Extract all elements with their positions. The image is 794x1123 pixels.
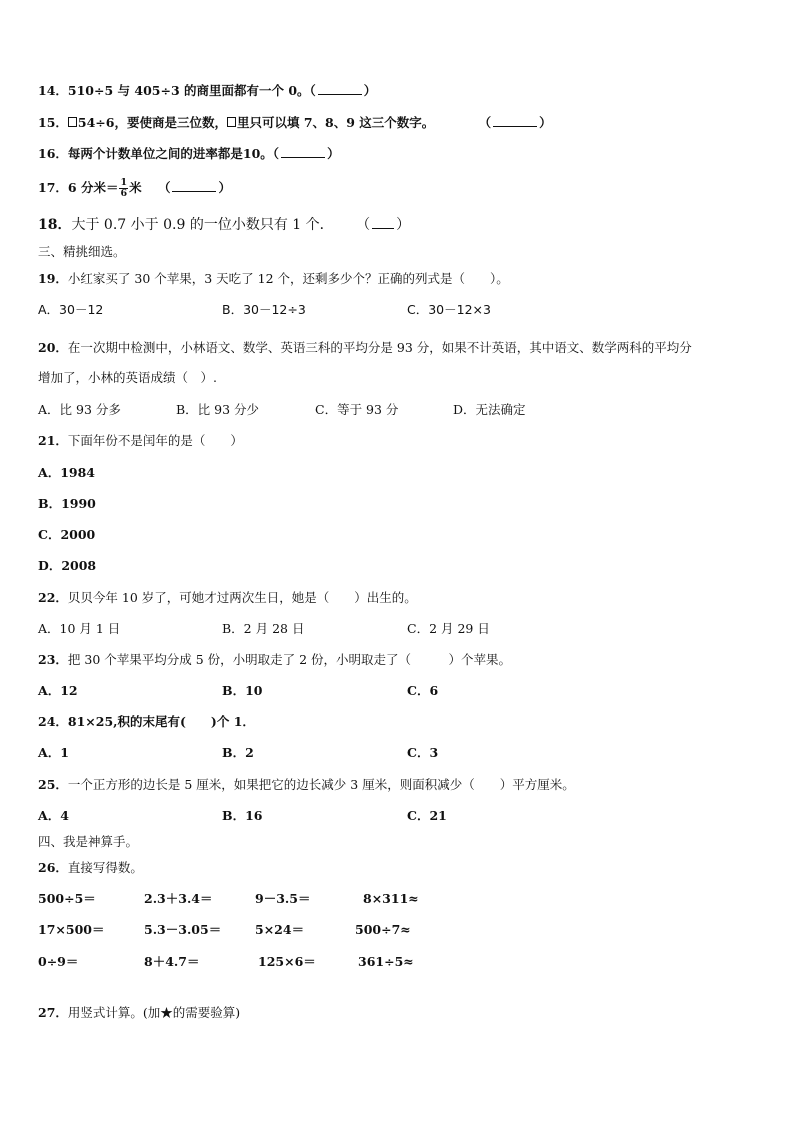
question-17 [38, 178, 231, 199]
square-box-icon [68, 117, 77, 127]
question-22 [38, 589, 417, 607]
question-text: 54÷6，要使商是三位数， [77, 115, 227, 130]
question-20-line-2: 增加了，小林的英语成绩（ ）. [38, 370, 217, 385]
question-number: 18． [38, 217, 72, 233]
question-19 [38, 270, 509, 288]
paren-open: （ [478, 115, 492, 130]
question-number: 17． [38, 180, 68, 195]
calc-item[interactable]: 5×24＝ [255, 922, 305, 937]
calc-item[interactable]: 5.3－3.05＝ [144, 922, 222, 937]
option-a[interactable]: A．4 [38, 808, 69, 823]
question-number: 25． [38, 777, 68, 792]
option-d[interactable]: D．2008 [38, 558, 97, 573]
option-b[interactable]: B．1990 [38, 496, 96, 511]
question-number: 14． [38, 83, 68, 98]
option-d[interactable]: D．无法确定 [453, 402, 526, 417]
option-a[interactable]: A．10 月 1 日 [38, 621, 121, 636]
question-text: 在一次期中检测中，小林语文、数学、英语三科的平均分是 93 分，如果不计英语，其中语文、数学两科的平均分 [67, 340, 692, 355]
question-23 [38, 651, 511, 669]
option-b[interactable]: B．30－12÷3 [222, 302, 306, 317]
calc-item[interactable]: 8＋4.7＝ [144, 954, 200, 969]
question-number: 26． [38, 860, 68, 875]
paren-close: ） [218, 180, 231, 195]
square-box-icon [227, 117, 236, 127]
paren-close: ） [363, 83, 377, 98]
question-text-2: 里只可以填 7、8、9 这三个数字。 [236, 115, 435, 130]
question-24 [38, 713, 255, 731]
question-18 [38, 216, 410, 234]
paren-open: （ [356, 217, 371, 233]
question-14 [38, 82, 376, 100]
answer-blank[interactable] [318, 82, 362, 95]
option-b[interactable]: B．10 [222, 683, 263, 698]
question-number: 16． [38, 146, 68, 161]
question-15 [38, 114, 552, 132]
option-b[interactable]: B．2 月 28 日 [222, 621, 305, 636]
answer-blank[interactable] [172, 179, 216, 192]
question-number: 22． [38, 590, 68, 605]
question-number: 23． [38, 652, 68, 667]
section-heading-3: 三、精挑细选。 [38, 244, 126, 259]
answer-blank[interactable] [281, 145, 325, 158]
question-text: 直接写得数。 [67, 860, 143, 875]
option-a[interactable]: A．30－12 [38, 302, 104, 317]
question-text: 6 分米＝ [67, 180, 119, 195]
question-number: 15． [38, 115, 68, 130]
option-b[interactable]: B．比 93 分少 [176, 402, 260, 417]
question-number: 20． [38, 340, 68, 355]
question-text: 510÷5 与 405÷3 的商里面都有一个 0。（ [67, 83, 316, 98]
calc-item[interactable]: 9－3.5＝ [255, 891, 311, 906]
question-25 [38, 776, 575, 794]
calc-item[interactable]: 2.3＋3.4＝ [144, 891, 213, 906]
question-21 [38, 432, 243, 450]
option-c[interactable]: C．21 [407, 808, 447, 823]
question-text: 一个正方形的边长是 5 厘米，如果把它的边长减少 3 厘米，则面积减少（ ）平方厘米。 [67, 777, 575, 792]
calc-item[interactable]: 500÷7≈ [355, 922, 411, 937]
paren-close: ） [539, 115, 552, 130]
option-c[interactable]: C．6 [407, 683, 439, 698]
question-number: 24． [38, 714, 68, 729]
option-a[interactable]: A．比 93 分多 [38, 402, 121, 417]
question-16 [38, 145, 340, 163]
question-text: 小红家买了 30 个苹果，3 天吃了 12 个，还剩多少个？正确的列式是（ ）。 [67, 271, 509, 286]
option-c[interactable]: C．2 月 29 日 [407, 621, 490, 636]
question-20 [38, 339, 692, 357]
paren-open: （ [157, 180, 171, 195]
question-text: 用竖式计算。(加★的需要验算) [67, 1005, 241, 1020]
question-26 [38, 859, 143, 877]
option-c[interactable]: C．30－12×3 [407, 302, 491, 317]
calc-item[interactable]: 17×500＝ [38, 922, 105, 937]
calc-item[interactable]: 125×6＝ [258, 954, 316, 969]
calc-item[interactable]: 361÷5≈ [358, 954, 414, 969]
answer-blank[interactable] [372, 216, 394, 229]
question-text: 81×25,积的末尾有( )个 1． [67, 714, 255, 729]
calc-item[interactable]: 8×311≈ [363, 891, 419, 906]
question-text: 贝贝今年 10 岁了，可她才过两次生日，她是（ ）出生的。 [67, 590, 417, 605]
answer-blank[interactable] [493, 114, 537, 127]
fraction [119, 178, 128, 199]
question-text: 下面年份不是闰年的是（ ） [67, 433, 243, 448]
section-heading-4: 四、我是神算手。 [38, 834, 139, 849]
fraction-numerator: 1 [120, 177, 128, 188]
option-c[interactable]: C．等于 93 分 [315, 402, 399, 417]
option-a[interactable]: A．12 [38, 683, 78, 698]
question-number: 19． [38, 271, 68, 286]
paren-close: ） [396, 217, 411, 233]
question-text: 每两个计数单位之间的进率都是10。（ [67, 146, 280, 161]
option-b[interactable]: B．16 [222, 808, 263, 823]
fraction-denominator: 6 [120, 188, 128, 199]
question-text-2: 米 [129, 180, 142, 195]
paren-close: ） [327, 146, 340, 161]
option-c[interactable]: C．2000 [38, 527, 96, 542]
option-b[interactable]: B．2 [222, 745, 254, 760]
question-text: 把 30 个苹果平均分成 5 份，小明取走了 2 份，小明取走了（ ）个苹果。 [67, 652, 512, 667]
question-27 [38, 1004, 240, 1022]
option-a[interactable]: A．1 [38, 745, 69, 760]
option-a[interactable]: A．1984 [38, 465, 95, 480]
calc-item[interactable]: 0÷9＝ [38, 954, 79, 969]
question-number: 21． [38, 433, 68, 448]
question-number: 27． [38, 1005, 68, 1020]
question-text: 大于 0.7 小于 0.9 的一位小数只有 1 个． [71, 217, 334, 233]
calc-item[interactable]: 500÷5＝ [38, 891, 96, 906]
option-c[interactable]: C．3 [407, 745, 439, 760]
